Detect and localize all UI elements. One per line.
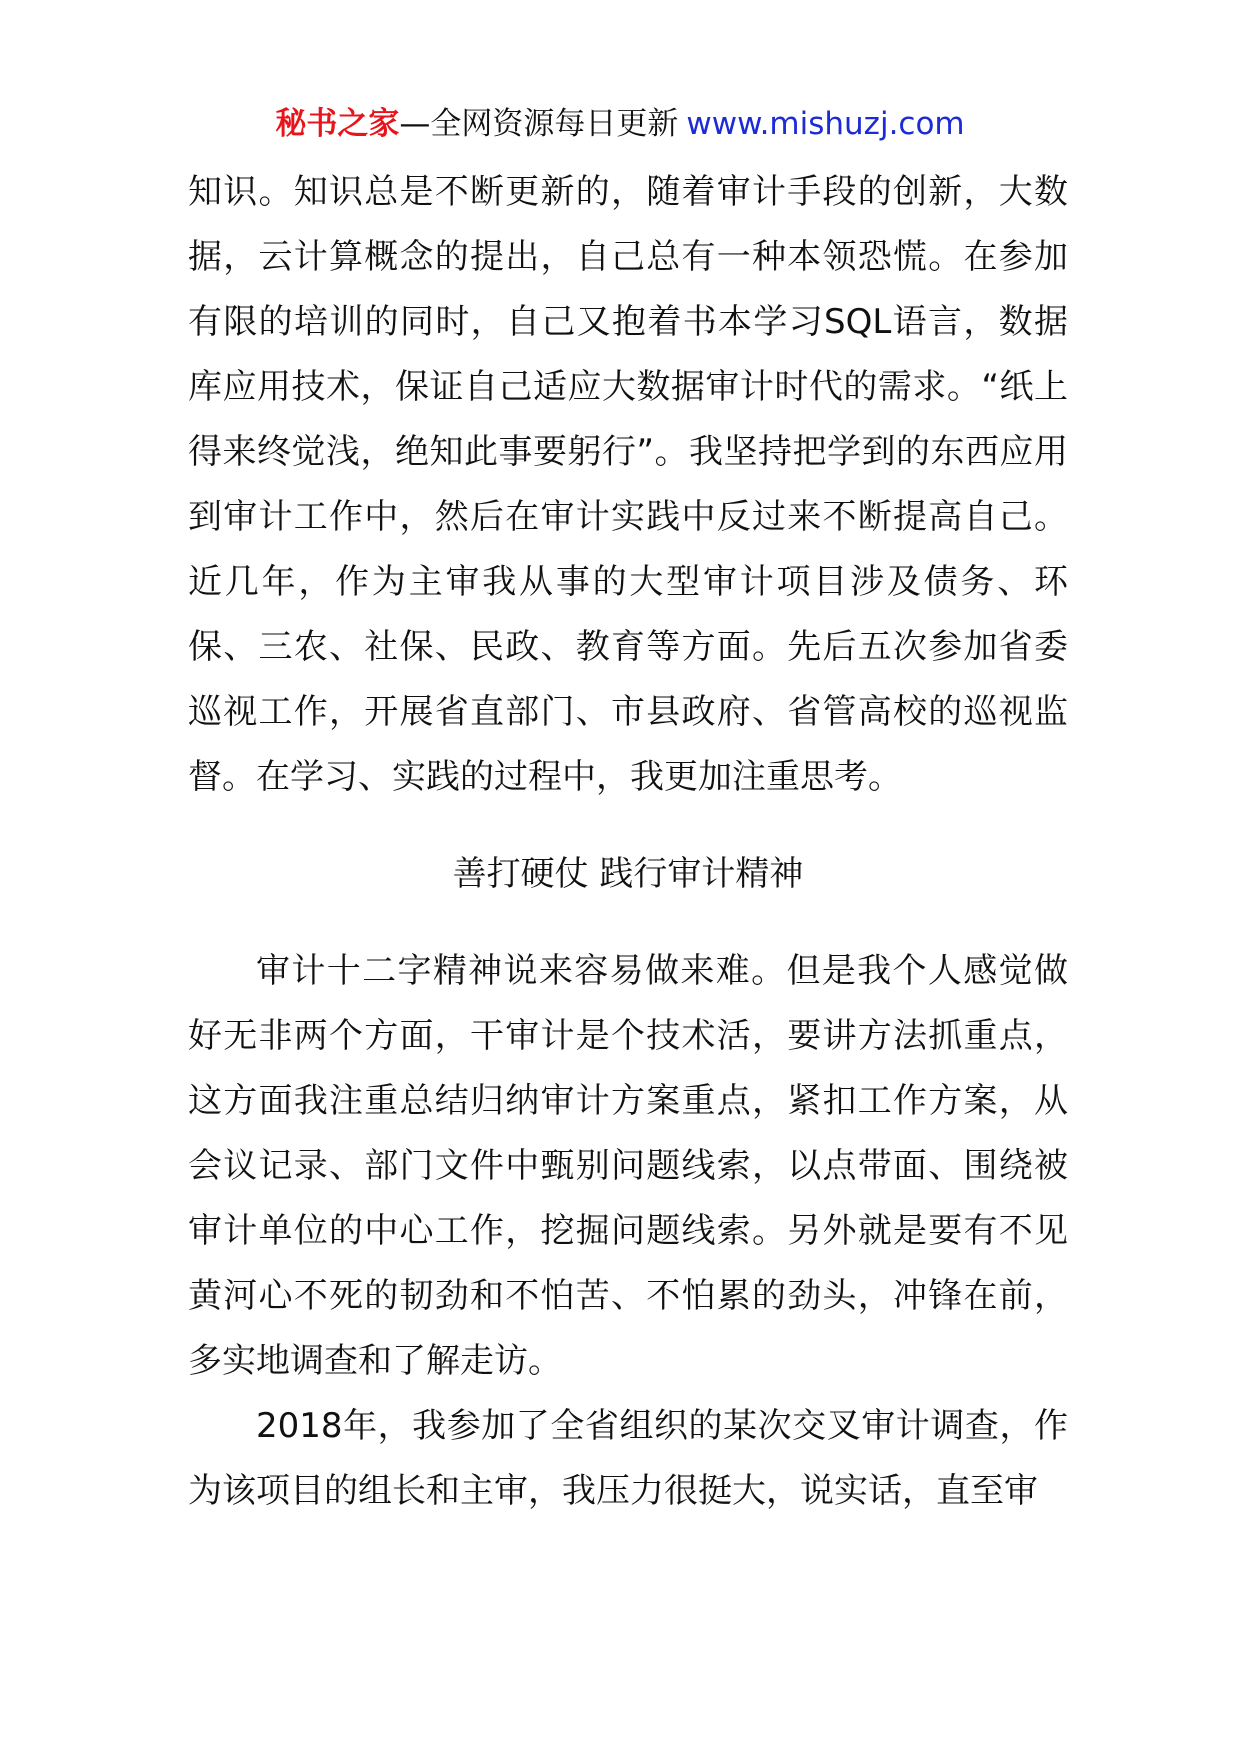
paragraph: 知识。知识总是不断更新的，随着审计手段的创新，大数据，云计算概念的提出，自己总有一种本领恐慌。在参加有限的培训的同时，自己又抱着书本学习SQL语言，数据库应用技术，保证自己适应大数据审计时代的需求。“纸上得来终觉浅，绝知此事要躬行”。我坚持把学到的东西应用到审计工作中，然后在审计实践中反过来不断提高自己。近几年，作为主审我从事的大型审计项目涉及债务、环保、三农、社保、民政、教育等方面。先后五次参加省委巡视工作，开展省直部门、市县政府、省管高校的巡视监督。在学习、实践的过程中，我更加注重思考。 (188, 172, 1068, 797)
paragraph: 审计十二字精神说来容易做来难。但是我个人感觉做好无非两个方面，干审计是个技术活，要讲方法抓重点，这方面我注重总结归纳审计方案重点，紧扣工作方案，从会议记录、部门文件中甄别问题线索，以点带面、围绕被审计单位的中心工作，挖掘问题线索。另外就是要有不见黄河心不死的韧劲和不怕苦、不怕累的劲头，冲锋在前，多实地调查和了解走访。 (188, 951, 1068, 1381)
site-tagline: —全网资源每日更新 (399, 106, 679, 142)
section-title: 善打硬仗 践行审计精神 (452, 854, 804, 894)
paragraph: 2018年，我参加了全省组织的某次交叉审计调查，作为该项目的组长和主审，我压力很挺大，说实话，直至审 (188, 1406, 1068, 1511)
site-brand: 秘书之家 (275, 106, 400, 142)
site-header (0, 104, 1240, 144)
document-body (188, 160, 1068, 1524)
site-url-link[interactable]: www.mishuzj.com (686, 106, 965, 142)
